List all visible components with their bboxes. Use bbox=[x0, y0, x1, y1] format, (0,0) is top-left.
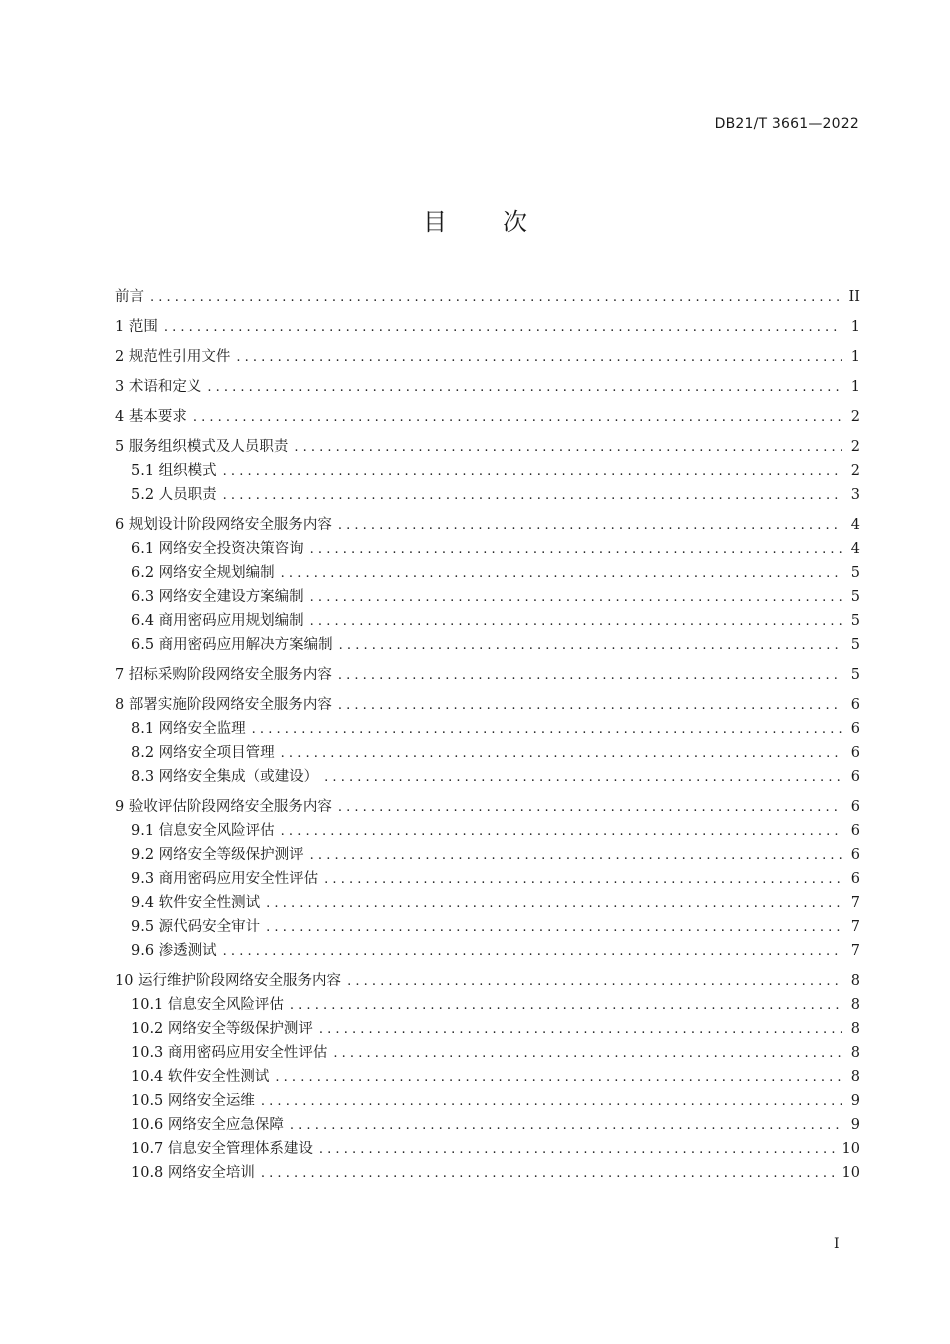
toc-entry-page: 2 bbox=[850, 409, 860, 425]
toc-entry-page: 7 bbox=[850, 943, 860, 959]
toc-entry-page: 7 bbox=[850, 895, 860, 911]
toc-entry-page: 2 bbox=[850, 439, 860, 455]
toc-leader-dots bbox=[324, 868, 842, 892]
toc-entry-page: 5 bbox=[850, 589, 860, 605]
toc-leader-dots bbox=[338, 694, 842, 718]
toc-entry[interactable] bbox=[115, 459, 860, 483]
toc-leader-dots bbox=[319, 1018, 842, 1042]
toc-entry-page: 6 bbox=[850, 823, 860, 839]
toc-leader-dots bbox=[261, 1162, 836, 1186]
toc-leader-dots bbox=[347, 970, 842, 994]
toc-entry[interactable] bbox=[115, 693, 860, 717]
toc-entry-label: 6.5 商用密码应用解决方案编制 bbox=[131, 637, 333, 653]
toc-leader-dots bbox=[310, 586, 842, 610]
toc-entry-page: 3 bbox=[850, 487, 860, 503]
toc-entry[interactable] bbox=[115, 561, 860, 585]
toc-entry[interactable] bbox=[115, 717, 860, 741]
toc-entry-label: 9.4 软件安全性测试 bbox=[131, 895, 261, 911]
toc-leader-dots bbox=[338, 514, 842, 538]
toc-entry-label: 10.2 网络安全等级保护测评 bbox=[131, 1021, 313, 1037]
toc-entry[interactable] bbox=[115, 993, 860, 1017]
toc-leader-dots bbox=[310, 844, 842, 868]
toc-leader-dots bbox=[290, 1114, 842, 1138]
toc-entry-label: 6.2 网络安全规划编制 bbox=[131, 565, 275, 581]
toc-entry-page: II bbox=[848, 289, 860, 305]
toc-leader-dots bbox=[150, 286, 842, 310]
toc-entry-label: 1 范围 bbox=[115, 319, 158, 335]
toc-leader-dots bbox=[236, 346, 842, 370]
toc-entry-page: 1 bbox=[850, 379, 860, 395]
toc-entry-page: 10 bbox=[841, 1165, 860, 1181]
toc-entry-page: 6 bbox=[850, 871, 860, 887]
toc-entry-label: 10.6 网络安全应急保障 bbox=[131, 1117, 284, 1133]
toc-entry[interactable] bbox=[115, 483, 860, 507]
toc-entry-page: 2 bbox=[850, 463, 860, 479]
toc-leader-dots bbox=[333, 1042, 842, 1066]
toc-entry-label: 9.3 商用密码应用安全性评估 bbox=[131, 871, 319, 887]
toc-entry[interactable] bbox=[115, 405, 860, 429]
toc-entry-label: 9.1 信息安全风险评估 bbox=[131, 823, 275, 839]
toc-entry-label: 10.4 软件安全性测试 bbox=[131, 1069, 270, 1085]
toc-entry[interactable] bbox=[115, 843, 860, 867]
toc-entry-label: 4 基本要求 bbox=[115, 409, 187, 425]
toc-entry[interactable] bbox=[115, 537, 860, 561]
toc-entry-page: 1 bbox=[850, 319, 860, 335]
toc-entry-page: 1 bbox=[850, 349, 860, 365]
toc-entry[interactable] bbox=[115, 867, 860, 891]
toc-entry[interactable] bbox=[115, 315, 860, 339]
toc-entry-label: 5 服务组织模式及人员职责 bbox=[115, 439, 289, 455]
toc-entry-label: 3 术语和定义 bbox=[115, 379, 202, 395]
toc-entry-label: 10.5 网络安全运维 bbox=[131, 1093, 255, 1109]
toc-entry-label: 6.4 商用密码应用规划编制 bbox=[131, 613, 304, 629]
toc-entry-page: 5 bbox=[850, 637, 860, 653]
toc-entry-label: 8.2 网络安全项目管理 bbox=[131, 745, 275, 761]
toc-entry-label: 5.2 人员职责 bbox=[131, 487, 217, 503]
toc-leader-dots bbox=[290, 994, 842, 1018]
toc-entry-page: 8 bbox=[850, 1021, 860, 1037]
toc-entry[interactable] bbox=[115, 819, 860, 843]
toc-leader-dots bbox=[223, 940, 842, 964]
toc-leader-dots bbox=[223, 484, 842, 508]
toc-leader-dots bbox=[223, 460, 842, 484]
toc-entry[interactable] bbox=[115, 1065, 860, 1089]
toc-entry-page: 8 bbox=[850, 1069, 860, 1085]
toc-entry-page: 5 bbox=[850, 565, 860, 581]
toc-entry-page: 4 bbox=[850, 517, 860, 533]
toc-entry[interactable] bbox=[115, 915, 860, 939]
toc-entry-page: 8 bbox=[850, 973, 860, 989]
toc-entry[interactable] bbox=[115, 1017, 860, 1041]
toc-entry-page: 6 bbox=[850, 745, 860, 761]
toc-entry-page: 10 bbox=[841, 1141, 860, 1157]
toc-entry[interactable] bbox=[115, 741, 860, 765]
document-code: DB21/T 3661—2022 bbox=[714, 116, 859, 132]
toc-entry-label: 8.1 网络安全监理 bbox=[131, 721, 246, 737]
toc-entry[interactable] bbox=[115, 513, 860, 537]
toc-entry-label: 8 部署实施阶段网络安全服务内容 bbox=[115, 697, 332, 713]
toc-title bbox=[0, 202, 950, 237]
toc-entry[interactable] bbox=[115, 1137, 860, 1161]
toc-entry-label: 10.3 商用密码应用安全性评估 bbox=[131, 1045, 328, 1061]
toc-leader-dots bbox=[338, 664, 842, 688]
toc-leader-dots bbox=[324, 766, 842, 790]
toc-leader-dots bbox=[261, 1090, 842, 1114]
toc-leader-dots bbox=[310, 538, 842, 562]
toc-entry-label: 9.6 渗透测试 bbox=[131, 943, 217, 959]
toc-entry[interactable] bbox=[115, 969, 860, 993]
toc-leader-dots bbox=[281, 820, 842, 844]
toc-leader-dots bbox=[275, 1066, 842, 1090]
table-of-contents bbox=[115, 285, 860, 1185]
toc-entry-label: 6.3 网络安全建设方案编制 bbox=[131, 589, 304, 605]
toc-entry-page: 7 bbox=[850, 919, 860, 935]
toc-leader-dots bbox=[193, 406, 842, 430]
toc-title-part2: 次 bbox=[503, 208, 527, 236]
toc-entry[interactable] bbox=[115, 939, 860, 963]
toc-title-part1: 目 bbox=[423, 208, 447, 236]
toc-entry-page: 6 bbox=[850, 721, 860, 737]
toc-entry-label: 9.5 源代码安全审计 bbox=[131, 919, 261, 935]
toc-leader-dots bbox=[252, 718, 842, 742]
toc-entry[interactable] bbox=[115, 609, 860, 633]
toc-entry[interactable] bbox=[115, 285, 860, 309]
toc-entry-page: 6 bbox=[850, 799, 860, 815]
toc-leader-dots bbox=[281, 742, 842, 766]
toc-entry[interactable] bbox=[115, 1041, 860, 1065]
toc-entry[interactable] bbox=[115, 585, 860, 609]
toc-leader-dots bbox=[266, 892, 842, 916]
page-number: I bbox=[834, 1236, 840, 1252]
toc-leader-dots bbox=[338, 796, 842, 820]
toc-entry[interactable] bbox=[115, 891, 860, 915]
toc-leader-dots bbox=[294, 436, 842, 460]
toc-entry[interactable] bbox=[115, 1089, 860, 1113]
toc-leader-dots bbox=[207, 376, 842, 400]
toc-entry[interactable] bbox=[115, 375, 860, 399]
toc-entry-page: 5 bbox=[850, 667, 860, 683]
toc-entry-label: 6.1 网络安全投资决策咨询 bbox=[131, 541, 304, 557]
toc-entry[interactable] bbox=[115, 663, 860, 687]
toc-leader-dots bbox=[310, 610, 842, 634]
toc-entry-page: 6 bbox=[850, 847, 860, 863]
toc-entry[interactable] bbox=[115, 795, 860, 819]
toc-entry-label: 8.3 网络安全集成（或建设） bbox=[131, 769, 319, 785]
toc-entry-label: 10.7 信息安全管理体系建设 bbox=[131, 1141, 313, 1157]
toc-entry-label: 6 规划设计阶段网络安全服务内容 bbox=[115, 517, 332, 533]
toc-entry-label: 10.1 信息安全风险评估 bbox=[131, 997, 284, 1013]
toc-entry-page: 4 bbox=[850, 541, 860, 557]
toc-entry-label: 10 运行维护阶段网络安全服务内容 bbox=[115, 973, 342, 989]
toc-entry[interactable] bbox=[115, 1113, 860, 1137]
toc-entry-label: 7 招标采购阶段网络安全服务内容 bbox=[115, 667, 332, 683]
toc-entry-page: 9 bbox=[850, 1117, 860, 1133]
toc-entry[interactable] bbox=[115, 435, 860, 459]
toc-entry-label: 9.2 网络安全等级保护测评 bbox=[131, 847, 304, 863]
toc-entry-page: 5 bbox=[850, 613, 860, 629]
toc-entry-page: 6 bbox=[850, 697, 860, 713]
toc-entry-label: 9 验收评估阶段网络安全服务内容 bbox=[115, 799, 332, 815]
toc-entry-label: 前言 bbox=[115, 289, 144, 305]
toc-entry-label: 5.1 组织模式 bbox=[131, 463, 217, 479]
toc-entry[interactable] bbox=[115, 345, 860, 369]
toc-entry-page: 6 bbox=[850, 769, 860, 785]
toc-entry-page: 9 bbox=[850, 1093, 860, 1109]
toc-leader-dots bbox=[319, 1138, 836, 1162]
toc-entry-page: 8 bbox=[850, 1045, 860, 1061]
toc-leader-dots bbox=[266, 916, 842, 940]
toc-leader-dots bbox=[164, 316, 842, 340]
toc-entry[interactable] bbox=[115, 633, 860, 657]
toc-entry-label: 10.8 网络安全培训 bbox=[131, 1165, 255, 1181]
toc-entry-label: 2 规范性引用文件 bbox=[115, 349, 231, 365]
toc-entry-page: 8 bbox=[850, 997, 860, 1013]
toc-entry[interactable] bbox=[115, 1161, 860, 1185]
toc-leader-dots bbox=[281, 562, 842, 586]
toc-leader-dots bbox=[339, 634, 842, 658]
toc-entry[interactable] bbox=[115, 765, 860, 789]
